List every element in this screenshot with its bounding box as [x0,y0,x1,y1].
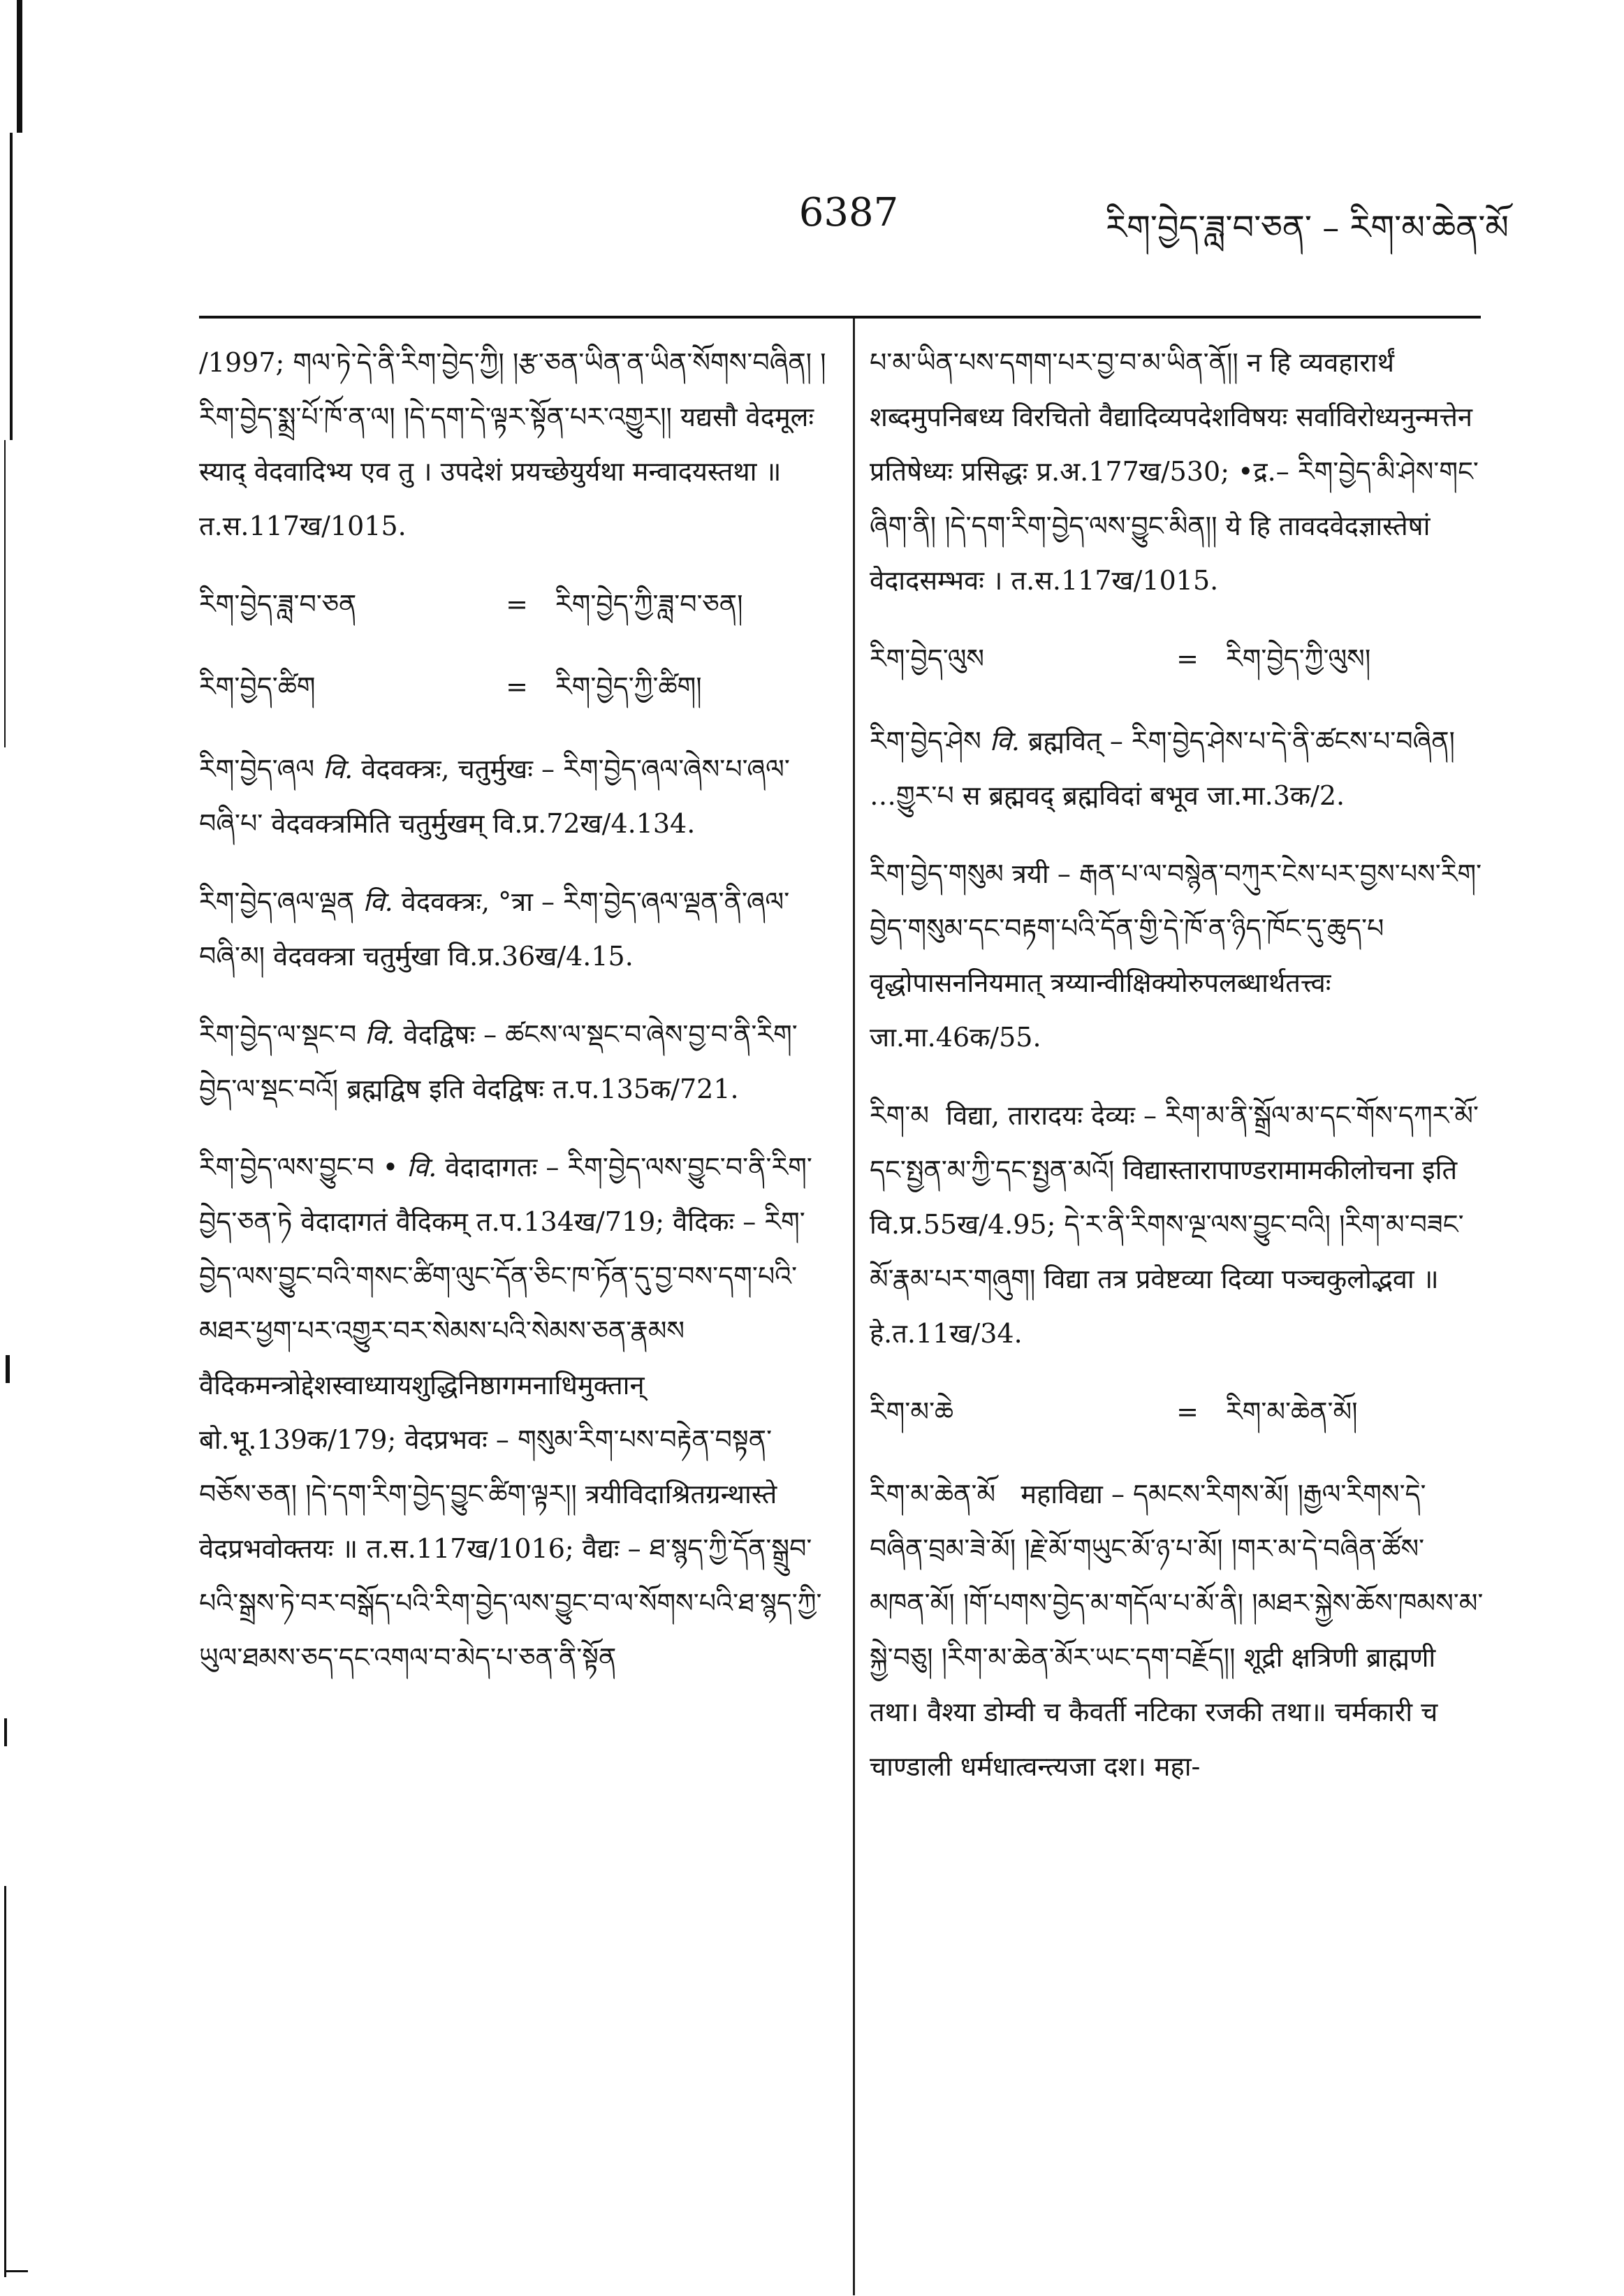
entry-body: त्रयी – རྒན་པ་ལ་བསྙེན་བཀུར་ངེས་པར་བྱས་པས་རིག་བྱེད་གསུམ་དང་བརྟག་པའི་དོན་གྱི་དེ་ཁོ་ན་ཉིད་ཁོང་དུ་ཆུད་པ वृद्धोपासननियमात् त्रय्यान्वीक्षिक्योरुपलब्धार्थतत्त्वः जा.मा.46क/55. [870,858,1482,1053]
entry-body: महाविद्या – དམངས་རིགས་མོ། །རྒྱལ་རིགས་དེ་བཞིན་བྲམ་ཟེ་མོ། །རྗེ་མོ་གཡུང་མོ་ཉ་པ་མོ། །གར་མ་དེ་བཞིན་ཚོས་མཁན་མོ། །གོ་པགས་བྱེད་མ་གདོལ་པ་མོ་ནི། །མཐར་སྐྱེས་ཆོས་ཁམས་མ་སྐྱེ་བཅུ། །རིག་མ་ཆེན་མོར་ཡང་དག་བརྗོད།། शूद्री क्षत्रिणी ब्राह्मणी तथा। वैश्या डोम्वी च कैवर्ती नटिका रजकी तथा॥ चर्मकारी च चाण्डाली धर्मधात्वन्त्यजा दश। महा- [870,1479,1484,1782]
dictionary-entry [870,847,1484,1065]
headword: རིག་མ་ཆེ [870,1396,954,1427]
headword: རིག་བྱེད་ལ་སྡང་བ [199,1019,357,1050]
entry-body: विद्या, तारादयः देव्यः – རིག་མ་ནི་སྒྲོལ་མ་དང་གོས་དཀར་མོ་དང་སྤྱན་མ་ཀྱི་དང་སྤྱན་མའོ། विद्यास्तारापाण्डरामामकीलोचना इति वि.प्र.55ख/4.95; དེ་ར་ནི་རིགས་ལྔ་ལས་བྱུང་བའི། །རིག་མ་བཟང་མོ་རྣམ་པར་གཞུག། विद्या तत्र प्रवेष्टव्या दिव्या पञ्चकुलोद्भवा ॥ हे.त.11ख/34. [870,1100,1479,1349]
continuation-text: /1997; གལ་ཏེ་དེ་ནི་རིག་བྱེད་ཀྱི། །རྩ་ཅན་ཡིན་ན་ཡིན་སོགས་བཞིན། །རིག་བྱེད་སྨྲ་པོ་ཁོ་ན་ལ། །དེ་དག་དེ་ལྟར་སྟོན་པར་འགྱུར།། यद्यसौ वेदमूलः स्याद् वेदवादिभ्य एव तु । उपदेशं प्रयच्छेयुर्यथा मन्वादयस्तथा ॥ त.स.117ख/1015. [199,347,826,541]
header-rule [199,316,1481,319]
part-of-speech: वि. [981,726,1020,756]
equals-sign: = [506,671,528,702]
reference-target: རིག་བྱེད་ཀྱི་ཟླ་བ་ཅན། [555,589,743,620]
continuation-text: པ་མ་ཡིན་པས་དགག་པར་བྱ་བ་མ་ཡིན་ནོ།། न हि व्यवहारार्थं शब्दमुपनिबध्य विरचितो वैद्यादिव्यपदेशविषयः सर्वाविरोध्यनुन्मत्तेन प्रतिषेध्यः प्रसिद्धः प्र.अ.177ख/530; •द्र.– རིག་བྱེད་མི་ཤེས་གང་ཞིག་ནི། །དེ་དག་རིག་བྱེད་ལས་བྱུང་མིན།། ये हि तावदवेदज्ञास्तेषां वेदादसम्भवः । त.स.117ख/1015. [870,347,1482,596]
headword: རིག་བྱེད་གསུམ [870,858,1004,889]
dictionary-entry [199,875,828,984]
part-of-speech: वि. [365,1019,395,1050]
headword: རིག་བྱེད་ཤེས [870,726,981,756]
cross-reference [199,659,828,714]
column-divider [853,319,855,2295]
entry-body: वेदवक्त्रः, चतुर्मुखः – རིག་བྱེད་ཞལ་ཞེས་པ་ཞལ་བཞི་པ་ वेदवक्त्रमिति चतुर्मुखम् वि.प्र.72ख/4.134. [199,754,790,839]
reference-target: རིག་མ་ཆེན་མོ། [1226,1396,1358,1427]
dictionary-entry [199,1007,828,1116]
entry-body: वेदद्विषः – ཚངས་ལ་སྡང་བ་ཞེས་བྱ་བ་ནི་རིག་བྱེད་ལ་སྡང་བའོ། ब्रह्मद्विष इति वेदद्विषः त.प.135क/721. [199,1019,798,1104]
dictionary-entry [870,1088,1484,1361]
headword: རིག་བྱེད་ཞལ་ལྡན [199,886,355,917]
part-of-speech: वि. [363,886,393,917]
headword: རིག་མ་ཆེན་མོ [870,1479,996,1509]
left-column [199,335,828,1709]
running-head: རིག་བྱེད་ཟླ་བ་ཅན་ – རིག་མ་ཆེན་མོ [1106,208,1509,247]
entry-body: वेदादागतः – རིག་བྱེད་ལས་བྱུང་བ་ནི་རིག་བྱེད་ཅན་ཏེ वेदादागतं वैदिकम् त.प.134ख/719; वैदिकः – རིག་བྱེད་ལས་བྱུང་བའི་གསང་ཚིག་ལུང་དོན་ཅིང་ཁ་ཏོན་དུ་བྱ་བས་དག་པའི་མཐར་ཕྱག་པར་འགྱུར་བར་སེམས་པའི་སེམས་ཅན་རྣམས वैदिकमन्त्रोद्देशस्वाध्यायशुद्धिनिष्ठागमनाधिमुक्तान् बो.भू.139क/179; वेदप्रभवः – གསུམ་རིག་པས་བརྟེན་བསྟན་བཅོས་ཅན། །དེ་དག་རིག་བྱེད་བྱུང་ཚིག་ལྟར།། त्रयीविदाश्रितग्रन्थास्ते वेदप्रभवोक्तयः ॥ त.स.117ख/1016; वैद्यः – ཐ་སྙད་ཀྱི་དོན་སྒྲུབ་པའི་སྒྲས་ཏེ་བར་བསྒོད་པའི་རིག་བྱེད་ལས་བྱུང་བ་ལ་སོགས་པའི་ཐ་སྙད་ཀྱི་ཡུལ་ཐམས་ཅད་དང་འགལ་བ་མེད་པ་ཅན་ནི་སྟོན [199,1152,822,1673]
headword: རིག་བྱེད་ལུས [870,643,985,674]
cross-reference [870,1384,1484,1439]
page-number: 6387 [798,190,899,235]
entry-body: ब्रह्मवित् – རིག་བྱེད་ཤེས་པ་དེ་ནི་ཚངས་པ་བཞིན། …གྱུར་པ स ब्रह्मवद् ब्रह्मविदां बभूव जा.मा.3क/2. [870,726,1464,811]
dictionary-entry [870,714,1484,823]
part-of-speech: • वि. [374,1152,437,1183]
reference-target: རིག་བྱེད་ཀྱི་ཚིག། [555,671,702,702]
part-of-speech: वि. [323,754,353,784]
dictionary-entry [870,1467,1484,1794]
dictionary-entry [199,1140,828,1685]
equals-sign: = [506,589,528,620]
headword: རིག་བྱེད་ཞལ [199,754,315,784]
headword: རིག་བྱེད་ཚིག [199,671,316,702]
reference-target: རིག་བྱེད་ཀྱི་ལུས། [1226,643,1371,674]
equals-sign: = [1176,643,1199,674]
headword: རིག་བྱེད་ལས་བྱུང་བ [199,1152,374,1183]
headword: རིག་མ [870,1100,930,1131]
headword: རིག་བྱེད་ཟླ་བ་ཅན [199,589,357,620]
equals-sign: = [1176,1396,1199,1427]
scan-edge [0,0,28,2296]
dictionary-entry [199,742,828,851]
cross-reference [870,631,1484,686]
entry-body: वेदवक्त्रः, °त्रा – རིག་བྱེད་ཞལ་ལྡན་ནི་ཞལ་བཞི་མ། वेदवक्त्रा चतुर्मुखा वि.प्र.36ख/4.15. [199,886,790,972]
right-column [870,335,1484,1818]
cross-reference [199,577,828,631]
